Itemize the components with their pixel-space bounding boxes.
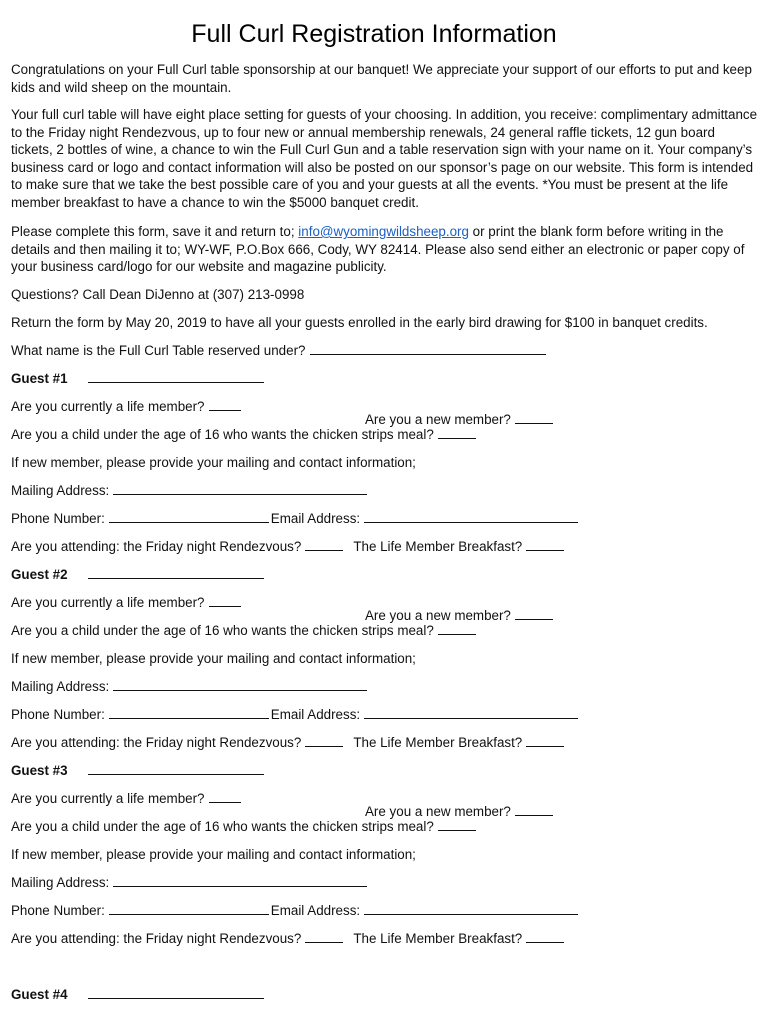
guest-2-if-new-text: If new member, please provide your mailing and contact information; (11, 651, 416, 666)
guest-3-child-row (11, 818, 476, 836)
breakfast-label: The Life Member Breakfast? (353, 931, 523, 946)
guest-3-label: Guest #3 (11, 763, 68, 778)
guest-3-name-field[interactable] (88, 762, 264, 775)
rendezvous-label: Are you attending: the Friday night Rendezvous? (11, 931, 302, 946)
guest-4-name-field[interactable] (88, 986, 264, 999)
new-member-label: Are you a new member? (365, 608, 511, 624)
breakfast-label: The Life Member Breakfast? (353, 539, 523, 554)
child-meal-label: Are you a child under the age of 16 who wants the chicken strips meal? (11, 427, 434, 442)
mailing-address-label: Mailing Address: (11, 679, 110, 694)
guest-4-label: Guest #4 (11, 987, 68, 1002)
breakfast-field[interactable] (526, 930, 564, 943)
email-field[interactable] (364, 706, 578, 719)
breakfast-label: The Life Member Breakfast? (353, 735, 523, 750)
new-member-field[interactable] (515, 411, 553, 424)
new-member-label: Are you a new member? (365, 412, 511, 428)
intro-paragraph-2: Your full curl table will have eight place setting for guests of your choosing. In addition, you receive: complimentary admittance to the Friday night Rendezvous, up to four new or annual membership renewals, 24 general raffle tickets, 12 gun board tickets, 2 bottles of wine, a chance to win the Full Curl Gun and a table reservation sign with your name on it. Your company’s business card or logo and contact information will also be posted on our sponsor’s page on our website. This form is intended to make sure that we take the best possible care of you and your guests at all the events. *You must be present at the life member breakfast to have a chance to win the $5000 banquet credit. (11, 107, 758, 210)
guest-3-contact-row (11, 902, 578, 920)
instructions-text-start: Please complete this form, save it and return to; (11, 224, 299, 239)
guest-1-child-row (11, 426, 476, 444)
guest-1-contact-row (11, 510, 578, 528)
rendezvous-label: Are you attending: the Friday night Rendezvous? (11, 735, 302, 750)
guest-1-row (11, 370, 264, 388)
new-member-field[interactable] (515, 803, 553, 816)
rendezvous-field[interactable] (305, 930, 343, 943)
child-meal-field[interactable] (438, 426, 476, 439)
child-meal-field[interactable] (438, 818, 476, 831)
email-label: Email Address: (270, 903, 361, 918)
phone-label: Phone Number: (11, 903, 105, 918)
guest-3-if-new-text: If new member, please provide your mailing and contact information; (11, 847, 416, 862)
guest-2-name-field[interactable] (88, 566, 264, 579)
life-member-label: Are you currently a life member? (11, 399, 205, 414)
instructions-text-end: or print the blank form before writing in the details and then mailing it to; WY-WF, P.O.Box 666, Cody, WY 82414. Please also send either an electronic or paper copy of your business card/logo for our website and magazine publicity. (11, 224, 745, 274)
email-field[interactable] (364, 510, 578, 523)
guest-2-contact-row (11, 706, 578, 724)
breakfast-field[interactable] (526, 538, 564, 551)
phone-field[interactable] (109, 510, 269, 523)
guest-1-life-member-row (11, 398, 241, 416)
guest-3-row (11, 762, 264, 780)
email-link[interactable]: info@wyomingwildsheep.org (298, 224, 469, 239)
life-member-field[interactable] (209, 790, 241, 803)
intro-paragraph-3 (11, 223, 759, 276)
new-member-field[interactable] (515, 607, 553, 620)
guest-1-name-field[interactable] (88, 370, 264, 383)
child-meal-label: Are you a child under the age of 16 who wants the chicken strips meal? (11, 623, 434, 638)
email-label: Email Address: (270, 511, 361, 526)
life-member-label: Are you currently a life member? (11, 595, 205, 610)
life-member-label: Are you currently a life member? (11, 791, 205, 806)
phone-label: Phone Number: (11, 511, 105, 526)
guest-1-if-new-text: If new member, please provide your mailing and contact information; (11, 455, 416, 470)
guest-1-label: Guest #1 (11, 371, 68, 386)
mailing-address-field[interactable] (113, 874, 367, 887)
rendezvous-label: Are you attending: the Friday night Rendezvous? (11, 539, 302, 554)
new-member-label: Are you a new member? (365, 804, 511, 820)
questions-text: Questions? Call Dean DiJenno at (307) 213-0998 (11, 287, 305, 302)
table-name-row (11, 342, 546, 360)
guest-2-attending-row (11, 734, 564, 752)
child-meal-label: Are you a child under the age of 16 who wants the chicken strips meal? (11, 819, 434, 834)
table-name-label: What name is the Full Curl Table reserved under? (11, 343, 306, 358)
return-deadline-text: Return the form by May 20, 2019 to have all your guests enrolled in the early bird drawing for $100 in banquet credits. (11, 315, 708, 330)
table-name-field[interactable] (310, 342, 546, 355)
guest-3-mailing-row (11, 874, 367, 892)
life-member-field[interactable] (209, 594, 241, 607)
life-member-field[interactable] (209, 398, 241, 411)
guest-3-life-member-row (11, 790, 241, 808)
guest-2-child-row (11, 622, 476, 640)
guest-4-row (11, 986, 264, 1004)
email-label: Email Address: (270, 707, 361, 722)
phone-field[interactable] (109, 902, 269, 915)
rendezvous-field[interactable] (305, 538, 343, 551)
page-title: Full Curl Registration Information (191, 20, 557, 48)
email-field[interactable] (364, 902, 578, 915)
phone-label: Phone Number: (11, 707, 105, 722)
rendezvous-field[interactable] (305, 734, 343, 747)
mailing-address-field[interactable] (113, 482, 367, 495)
mailing-address-label: Mailing Address: (11, 875, 110, 890)
intro-paragraph-1: Congratulations on your Full Curl table sponsorship at our banquet! We appreciate your support of our efforts to put and keep kids and wild sheep on the mountain. (11, 62, 752, 95)
guest-2-life-member-row (11, 594, 241, 612)
phone-field[interactable] (109, 706, 269, 719)
guest-2-label: Guest #2 (11, 567, 68, 582)
breakfast-field[interactable] (526, 734, 564, 747)
guest-2-row (11, 566, 264, 584)
guest-2-mailing-row (11, 678, 367, 696)
mailing-address-field[interactable] (113, 678, 367, 691)
guest-1-attending-row (11, 538, 564, 556)
child-meal-field[interactable] (438, 622, 476, 635)
guest-3-attending-row (11, 930, 564, 948)
mailing-address-label: Mailing Address: (11, 483, 110, 498)
guest-1-mailing-row (11, 482, 367, 500)
